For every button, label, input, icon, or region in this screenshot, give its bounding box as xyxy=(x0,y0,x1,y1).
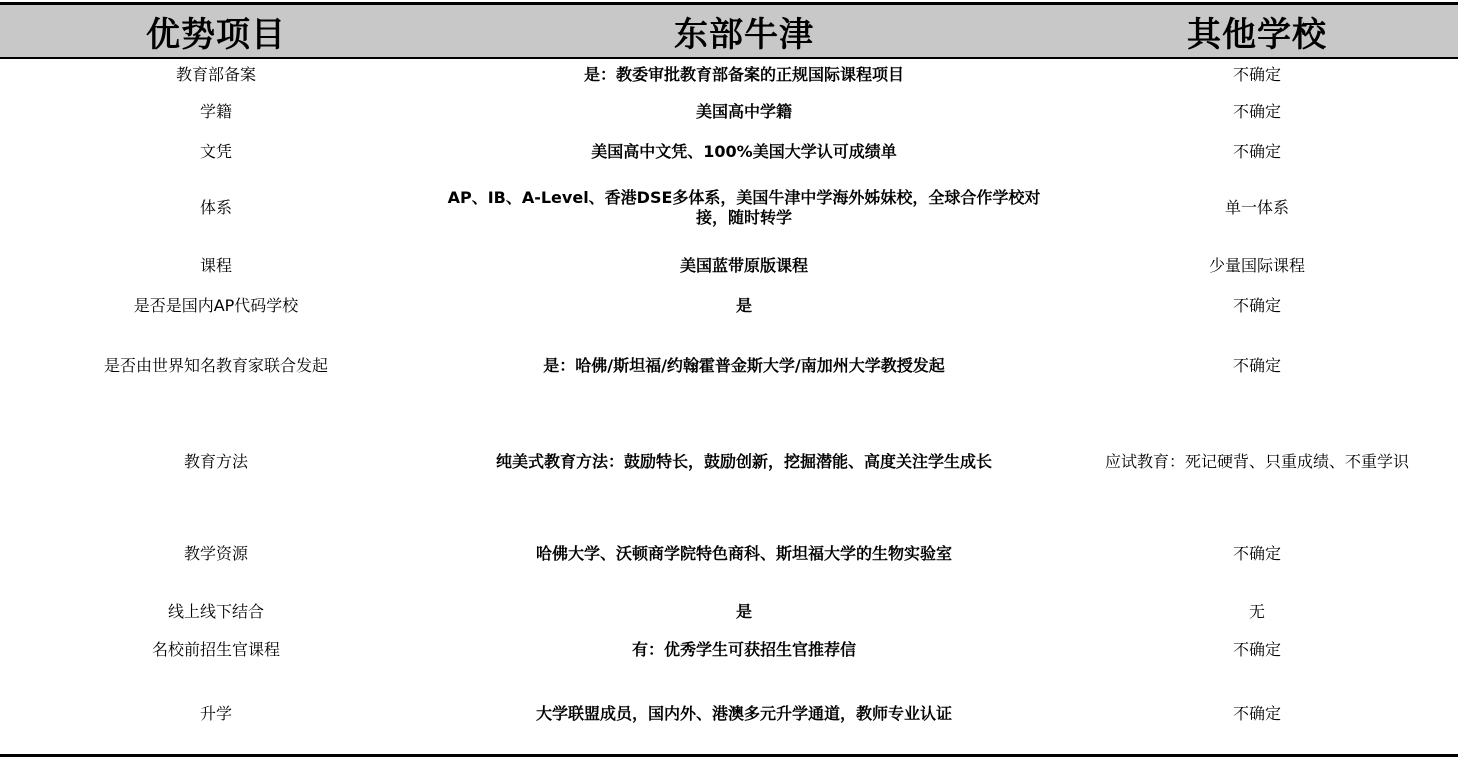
item-cell: 升学 xyxy=(199,704,232,723)
oxford-cell: 美国蓝带原版课程 xyxy=(679,256,808,275)
item-cell: 线上线下结合 xyxy=(167,602,264,621)
item-cell: 教育部备案 xyxy=(175,65,256,84)
item-cell: 教育方法 xyxy=(183,452,248,471)
item-cell: 是否是国内AP代码学校 xyxy=(133,296,299,315)
oxford-cell: 是：哈佛/斯坦福/约翰霍普金斯大学/南加州大学教授发起 xyxy=(543,356,945,375)
oxford-cell: 是 xyxy=(735,602,752,621)
others-cell: 不确定 xyxy=(1232,640,1281,659)
table-bottom-rule xyxy=(0,754,1458,757)
others-cell: 不确定 xyxy=(1232,142,1281,161)
header-other-schools: 其他学校 xyxy=(1187,14,1327,55)
oxford-cell: AP、IB、A-Level、香港DSE多体系，美国牛津中学海外姊妹校，全球合作学校对接，随时转学 xyxy=(447,188,1041,227)
item-cell: 名校前招生官课程 xyxy=(151,640,280,659)
item-cell: 是否由世界知名教育家联合发起 xyxy=(103,356,328,375)
others-cell: 无 xyxy=(1248,602,1265,621)
item-cell: 学籍 xyxy=(199,102,232,121)
header-eastern-oxford: 东部牛津 xyxy=(674,14,814,55)
item-cell: 体系 xyxy=(199,198,232,217)
others-cell: 不确定 xyxy=(1232,65,1281,84)
others-cell: 单一体系 xyxy=(1224,198,1289,217)
item-cell: 课程 xyxy=(199,256,232,275)
others-cell: 不确定 xyxy=(1232,356,1281,375)
others-cell: 不确定 xyxy=(1232,704,1281,723)
oxford-cell: 是：教委审批教育部备案的正规国际课程项目 xyxy=(583,65,904,84)
header-bottom-rule xyxy=(0,57,1458,59)
item-cell: 教学资源 xyxy=(183,544,248,563)
oxford-cell: 哈佛大学、沃顿商学院特色商科、斯坦福大学的生物实验室 xyxy=(535,544,952,563)
others-cell: 不确定 xyxy=(1232,102,1281,121)
item-cell: 文凭 xyxy=(199,142,232,161)
oxford-cell: 是 xyxy=(735,296,752,315)
header-advantage-item: 优势项目 xyxy=(146,14,286,55)
oxford-cell: 大学联盟成员，国内外、港澳多元升学通道，教师专业认证 xyxy=(535,704,952,723)
oxford-cell: 纯美式教育方法：鼓励特长，鼓励创新，挖掘潜能、高度关注学生成长 xyxy=(495,452,992,471)
oxford-cell: 有：优秀学生可获招生官推荐信 xyxy=(631,640,856,659)
oxford-cell: 美国高中文凭、100%美国大学认可成绩单 xyxy=(591,142,897,161)
others-cell: 不确定 xyxy=(1232,296,1281,315)
others-cell: 少量国际课程 xyxy=(1208,256,1305,275)
oxford-cell: 美国高中学籍 xyxy=(695,102,792,121)
others-cell: 应试教育：死记硬背、只重成绩、不重学识 xyxy=(1104,452,1409,471)
others-cell: 不确定 xyxy=(1232,544,1281,563)
